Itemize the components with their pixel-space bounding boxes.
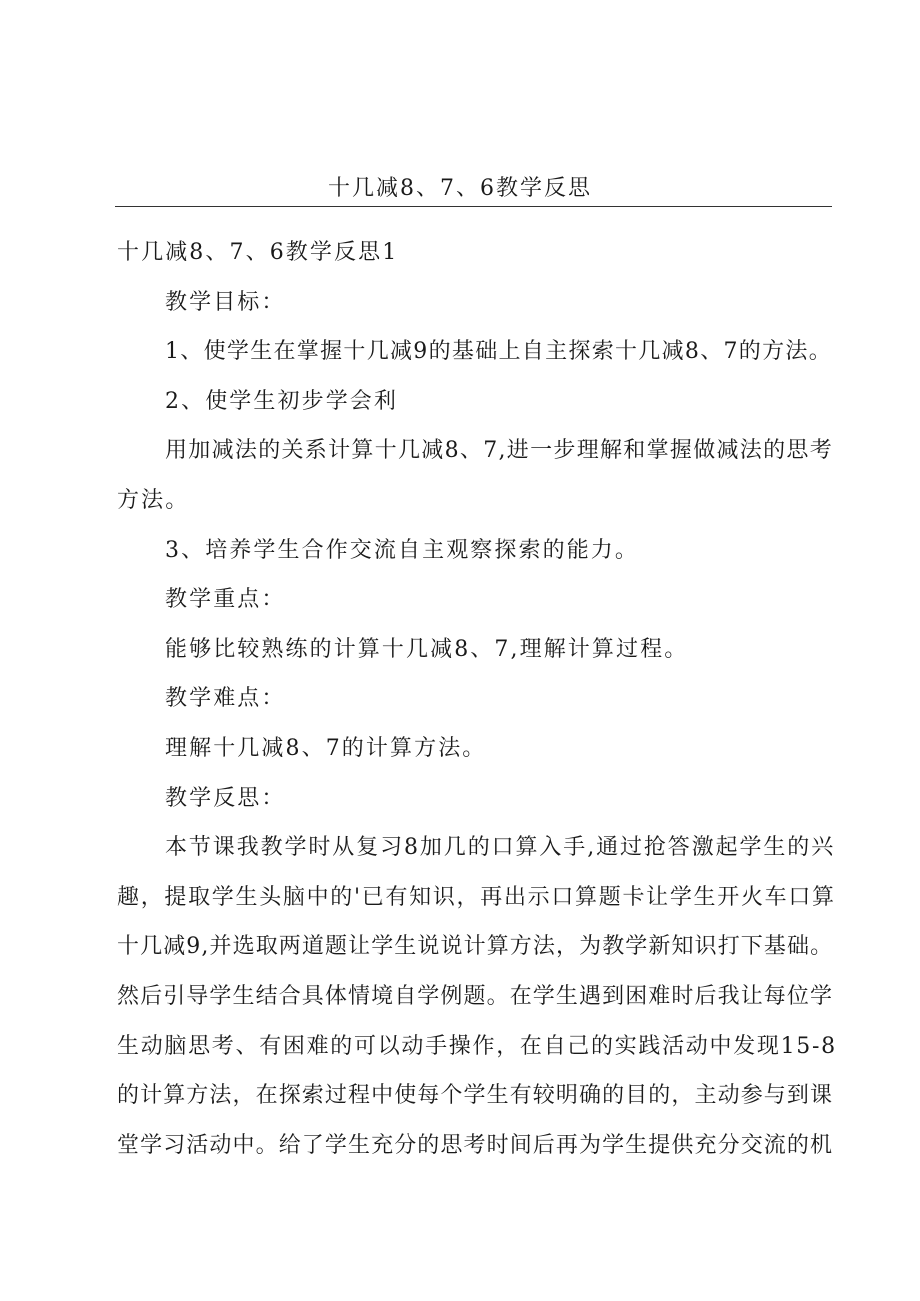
body-line: 1、使学生在掌握十几减9的基础上自主探索十几减8、7的方法。 [165, 339, 832, 365]
page-header-title: 十几减8、7、6教学反思 [328, 176, 592, 201]
body-line: 用加减法的关系计算十几减8、7,进一步理解和掌握做减法的思考 [165, 438, 833, 464]
body-line: 生动脑思考、有困难的可以动手操作，在自己的实践活动中发现15-8 [117, 1033, 837, 1059]
body-line: 教学反思： [165, 785, 286, 811]
header-divider [115, 206, 832, 207]
body-line: 能够比较熟练的计算十几减8、7,理解计算过程。 [165, 636, 689, 662]
document-body [117, 228, 837, 1170]
body-line: 本节课我教学时从复习8加几的口算入手,通过抢答激起学生的兴 [165, 835, 836, 861]
body-line: 教学重点： [165, 587, 286, 613]
body-line: 趣，提取学生头脑中的'已有知识，再出示口算题卡让学生开火车口算 [117, 884, 836, 910]
body-line: 堂学习活动中。给了学生充分的思考时间后再为学生提供充分交流的机 [117, 1132, 834, 1158]
body-line: 理解十几减8、7的计算方法。 [165, 735, 487, 761]
body-line: 十几减9,并选取两道题让学生说说计算方法，为教学新知识打下基础。 [117, 934, 834, 960]
body-line: 3、培养学生合作交流自主观察探索的能力。 [165, 537, 639, 563]
body-line: 然后引导学生结合具体情境自学例题。在学生遇到困难时后我让每位学 [117, 983, 834, 1009]
body-line: 教学目标： [165, 289, 286, 315]
body-line: 2、使学生初步学会利 [165, 388, 398, 414]
body-line: 方法。 [117, 487, 190, 513]
body-line: 教学难点： [165, 686, 286, 712]
section-title: 十几减8、7、6教学反思1 [117, 240, 399, 265]
body-line: 的计算方法，在探索过程中使每个学生有较明确的目的，主动参与到课 [117, 1083, 834, 1109]
